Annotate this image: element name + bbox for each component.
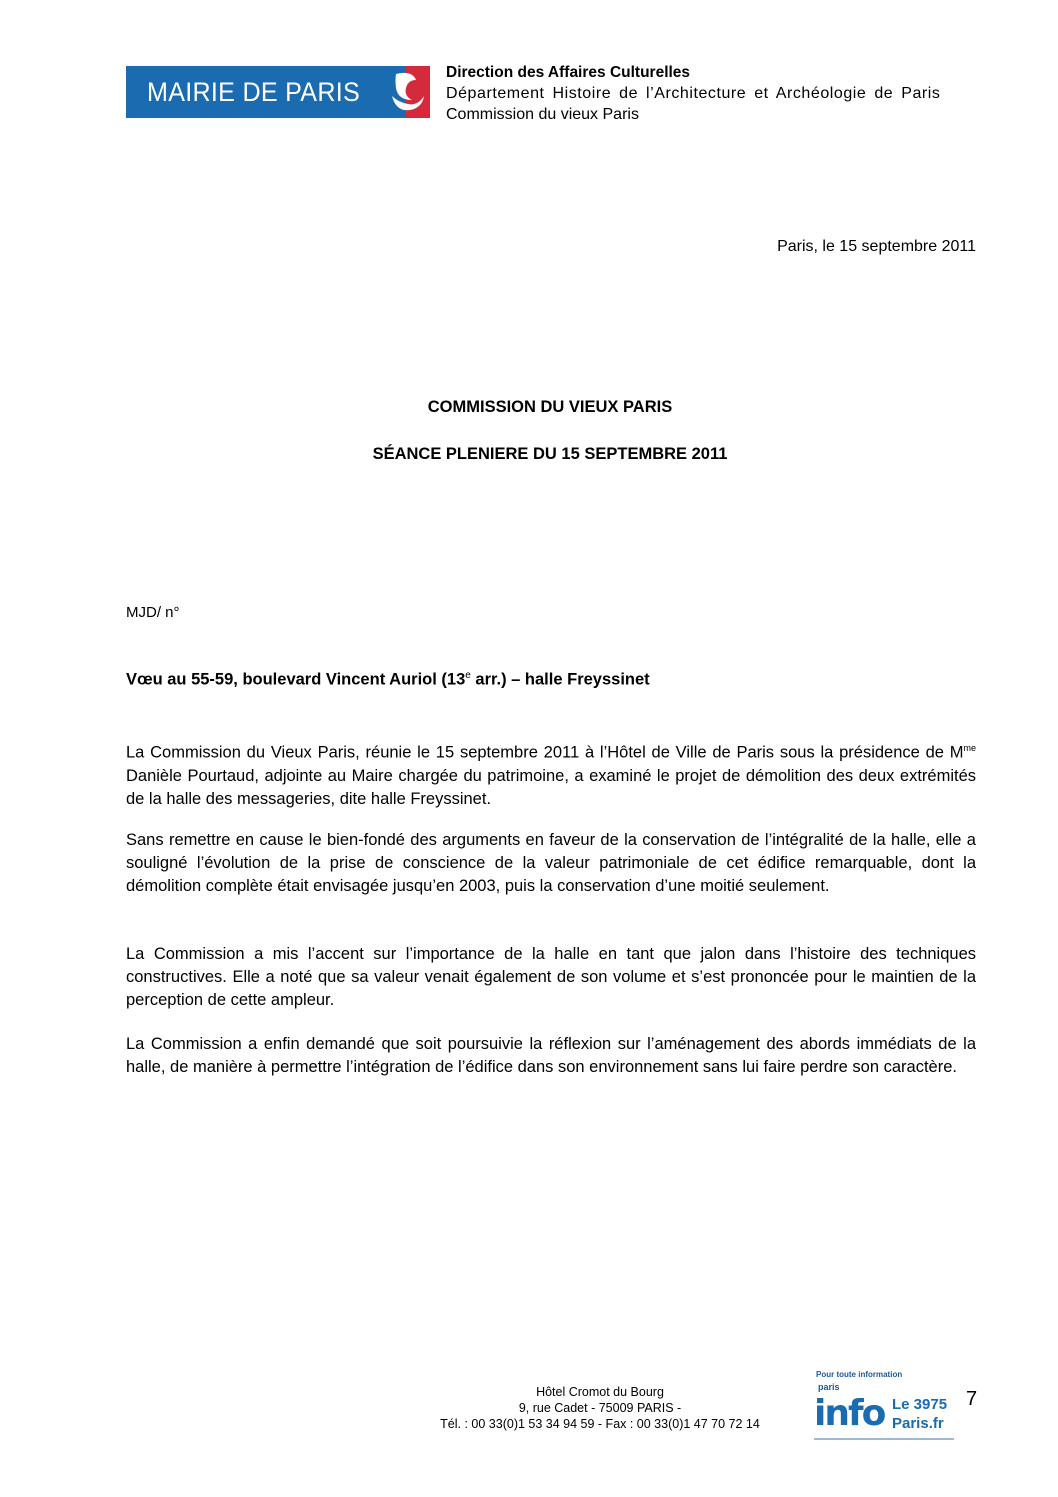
- header-line-commission: Commission du vieux Paris: [446, 106, 639, 123]
- paris-ship-emblem-icon: [382, 66, 430, 118]
- header-line-direction: Direction des Affaires Culturelles: [446, 64, 691, 81]
- info-phone: Le 3975: [892, 1396, 948, 1413]
- paragraph-1-start: La Commission du Vieux Paris, réunie le 15 septembre 2011 à l’Hôtel de Ville de Paris sous la présidence de M: [126, 743, 964, 762]
- footer-building: Hôtel Cromot du Bourg: [536, 1385, 664, 1399]
- info-paris-label: paris: [818, 1382, 840, 1392]
- department-header: [446, 62, 940, 125]
- logo-text: MAIRIE DE PARIS: [147, 76, 361, 107]
- footer-phone-fax: Tél. : 00 33(0)1 53 34 94 59 - Fax : 00 33(0)1 47 70 72 14: [440, 1417, 760, 1431]
- document-date: Paris, le 15 septembre 2011: [777, 238, 976, 255]
- logo-banner: [126, 66, 382, 118]
- page-number: 7: [966, 1388, 978, 1410]
- paragraph-3: La Commission a mis l’accent sur l’importance de la halle en tant que jalon dans l’histoire des techniques constructives. Elle a noté que sa valeur venait également de son volume et s’est prononcée pour le maintien de la perception de cette ampleur.: [126, 945, 976, 1009]
- mairie-de-paris-logo: [126, 66, 430, 118]
- paragraph-1: [126, 737, 976, 811]
- document-title: COMMISSION DU VIEUX PARIS: [427, 398, 673, 416]
- footer-address: [440, 1384, 760, 1432]
- paragraph-2: Sans remettre en cause le bien-fondé des arguments en faveur de la conservation de l’intégralité de la halle, elle a souligné l’évolution de la prise de conscience de la valeur patrimoniale de cet édifice remarquable, dont la démolition complète était envisagée jusqu’en 2003, puis la conservation d’une moitié seulement.: [126, 831, 976, 895]
- subject-heading: [126, 670, 650, 690]
- paris-info-logo: [812, 1370, 958, 1450]
- info-tagline: Pour toute information: [816, 1370, 903, 1379]
- session-title: SÉANCE PLENIERE DU 15 SEPTEMBRE 2011: [372, 445, 728, 463]
- header-line-department: Département Histoire de l’Architecture et Archéologie de Paris: [446, 85, 941, 102]
- paragraph-1-superscript: me: [963, 743, 976, 753]
- footer-street: 9, rue Cadet - 75009 PARIS -: [518, 1401, 682, 1415]
- subject-text-end: arr.) – halle Freyssinet: [470, 670, 650, 689]
- info-wordmark: info: [814, 1393, 885, 1434]
- subject-text-start: Vœu au 55-59, boulevard Vincent Auriol (13: [126, 670, 466, 689]
- info-underline: [814, 1438, 954, 1440]
- paragraph-4: La Commission a enfin demandé que soit poursuivie la réflexion sur l’aménagement des abords immédiats de la halle, de manière à permettre l’intégration de l’édifice dans son environnement sans lui faire perdre son caractère.: [126, 1035, 976, 1076]
- reference-number: MJD/ n°: [126, 604, 180, 621]
- subject-superscript: e: [465, 670, 471, 681]
- paragraph-1-end: Danièle Pourtaud, adjointe au Maire chargée du patrimoine, a examiné le projet de démolition des deux extrémités de la halle des messageries, dite halle Freyssinet.: [126, 766, 976, 808]
- info-website: Paris.fr: [892, 1415, 944, 1432]
